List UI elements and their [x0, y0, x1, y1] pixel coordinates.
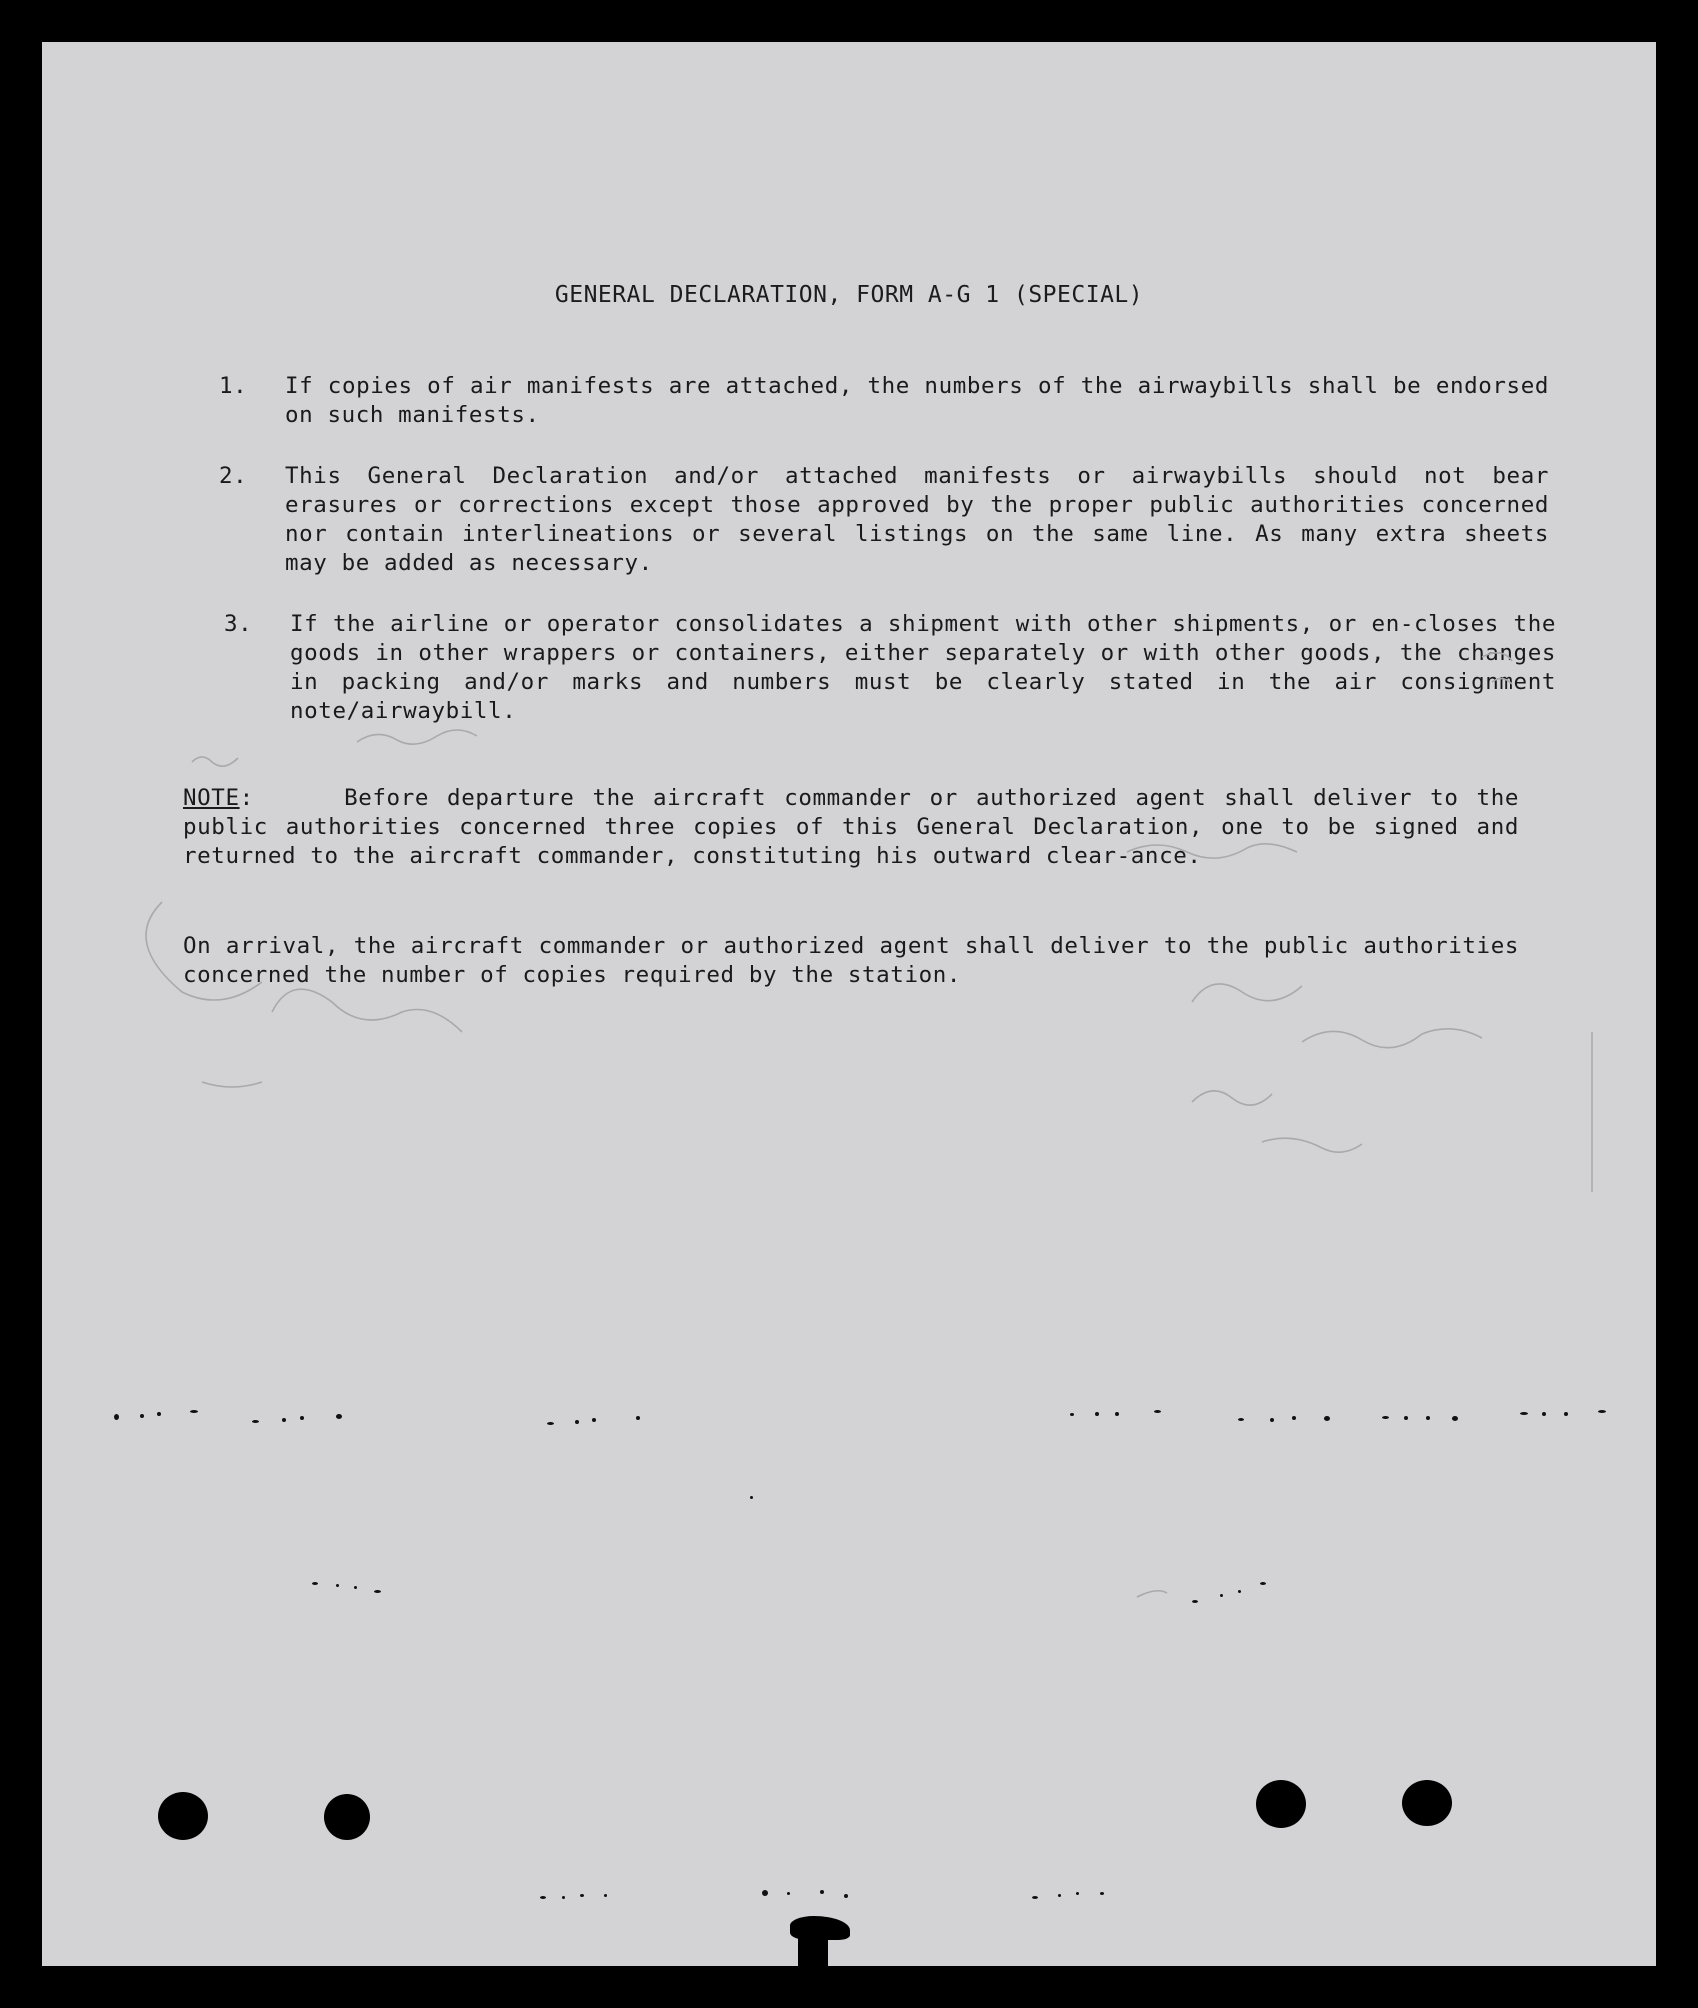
document-title: GENERAL DECLARATION, FORM A-G 1 (SPECIAL)	[554, 282, 1144, 308]
arrival-text: On arrival, the aircraft commander or authorized agent shall deliver to the public authorities concerned the number of copies required by the station.	[183, 933, 1519, 988]
punch-hole	[1256, 1780, 1306, 1828]
list-item-2	[219, 462, 1549, 578]
list-item-text: If copies of air manifests are attached, the numbers of the airwaybills shall be endorsed on such manifests.	[285, 373, 1549, 428]
list-item-number: 3.	[224, 611, 253, 637]
pencil-marks	[42, 42, 1656, 1966]
arrival-paragraph	[183, 932, 1519, 990]
note-text: Before departure the aircraft commander or authorized agent shall deliver to the public authorities concerned three copies of this General Declaration, one to be signed and returned to the aircraft commander, constituting his outward clear-ance.	[183, 785, 1519, 869]
list-item-text: If the airline or operator consolidates a shipment with other shipments, or en-closes the goods in other wrappers or containers, either separately or with other goods, the changes in packing and/or marks and numbers must be clearly stated in the air consignment note/airwaybill.	[290, 611, 1556, 724]
torn-notch-stem	[798, 1932, 828, 1966]
punch-hole	[1402, 1780, 1452, 1826]
list-item-number: 1.	[219, 373, 248, 399]
note-colon: :	[239, 785, 327, 811]
list-item-text: This General Declaration and/or attached manifests or airwaybills should not bear erasures or corrections except those approved by the proper public authorities concerned nor contain interlineations or several listings on the same line. As many extra sheets may be added as necessary.	[285, 463, 1549, 576]
document-page	[42, 42, 1656, 1966]
punch-hole	[324, 1794, 370, 1840]
list-item-1	[219, 372, 1549, 430]
note-paragraph	[183, 784, 1519, 871]
note-label: NOTE	[183, 785, 240, 811]
punch-hole	[158, 1792, 208, 1840]
list-item-number: 2.	[219, 463, 248, 489]
list-item-3	[224, 610, 1556, 726]
